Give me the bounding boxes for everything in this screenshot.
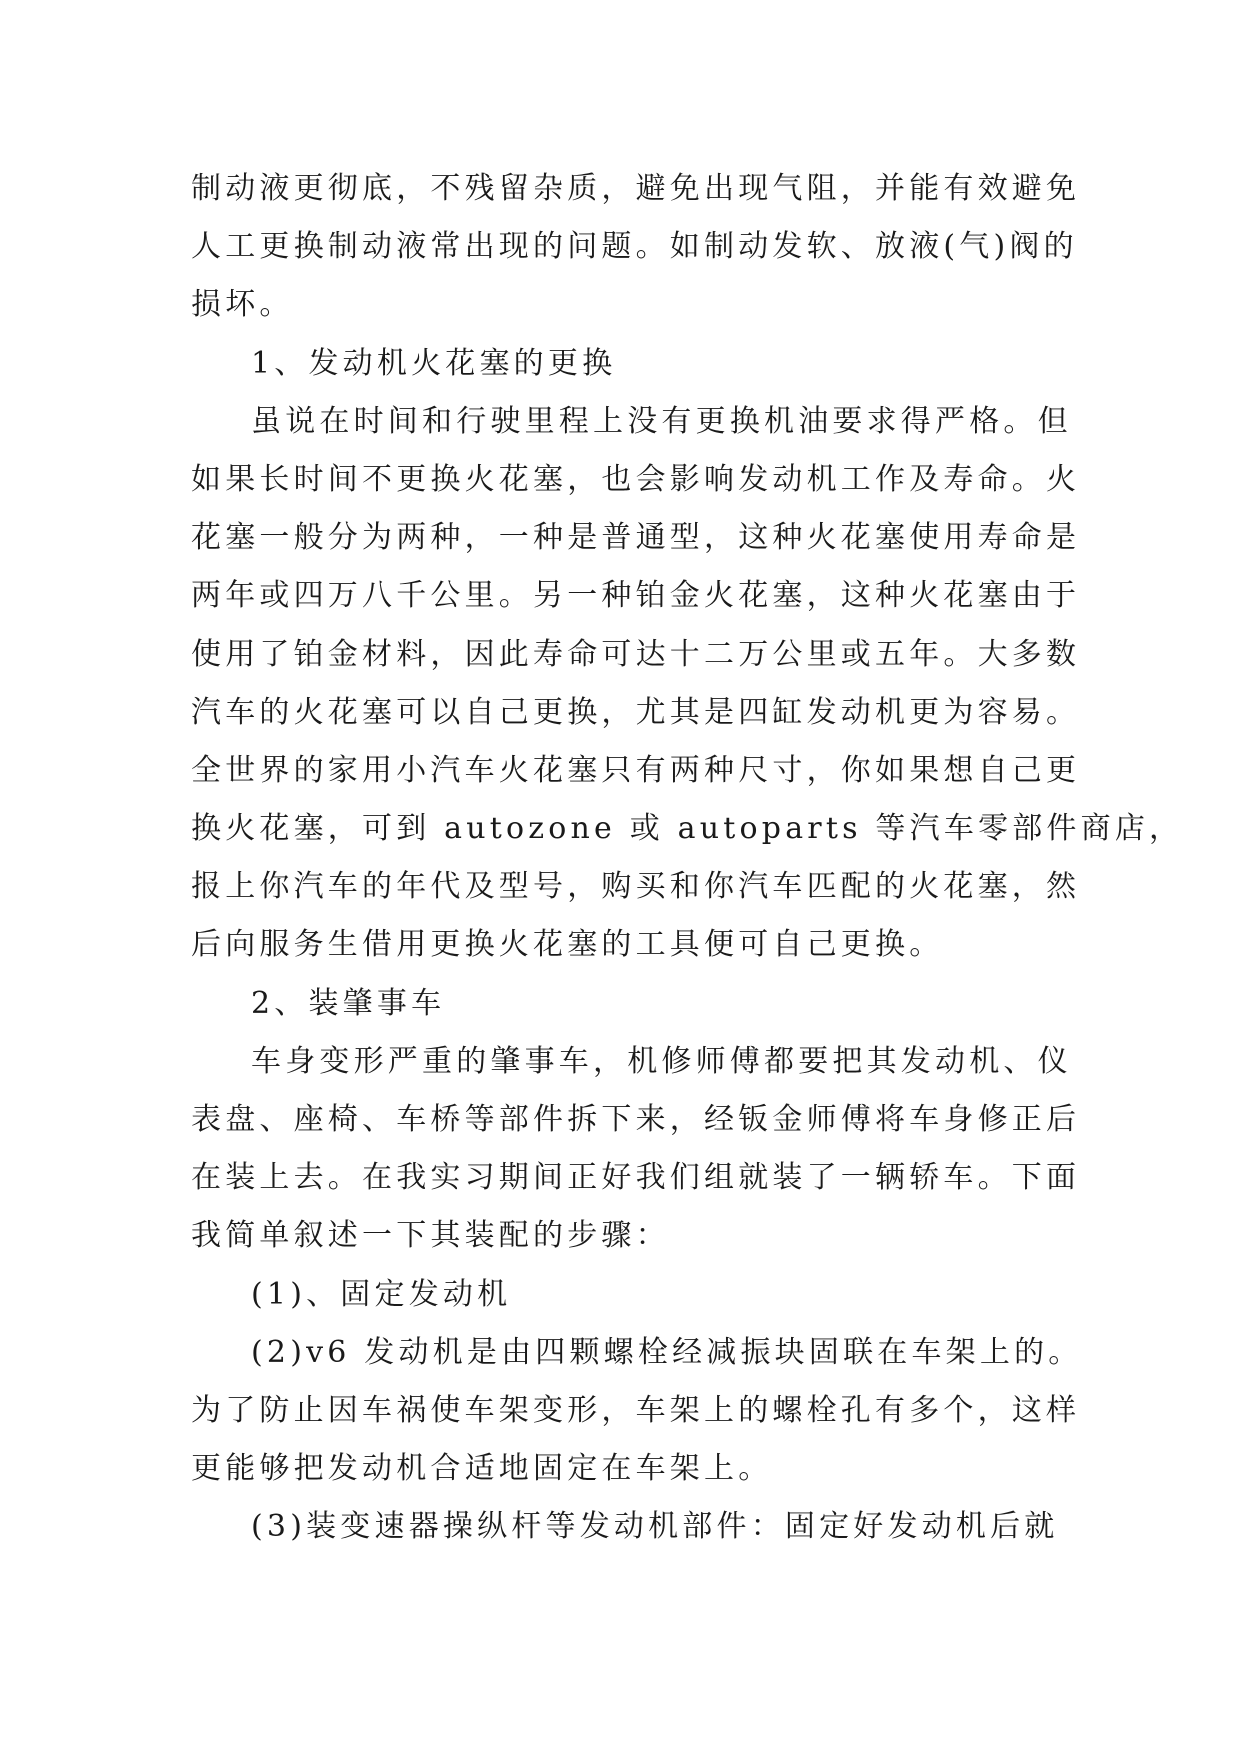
paragraph-line: 更能够把发动机合适地固定在车架上。 <box>191 1451 773 1487</box>
paragraph-line: 换火花塞，可到 autozone 或 autoparts 等汽车零部件商店， <box>191 811 1184 847</box>
paragraph-line: 后向服务生借用更换火花塞的工具便可自己更换。 <box>191 927 944 963</box>
paragraph-line: 汽车的火花塞可以自己更换，尤其是四缸发动机更为容易。 <box>191 694 1081 730</box>
document-body <box>191 160 1184 1557</box>
paragraph-line: 人工更换制动液常出现的问题。如制动发软、放液(气)阀的 <box>191 229 1078 265</box>
paragraph-line: 车身变形严重的肇事车，机修师傅都要把其发动机、仪 <box>251 1043 1072 1079</box>
paragraph-line: 全世界的家用小汽车火花塞只有两种尺寸，你如果想自己更 <box>191 752 1081 788</box>
paragraph-line: 如果长时间不更换火花塞，也会影响发动机工作及寿命。火 <box>191 461 1081 497</box>
paragraph-line: 花塞一般分为两种，一种是普通型，这种火花塞使用寿命是 <box>191 520 1081 556</box>
paragraph-line: 在装上去。在我实习期间正好我们组就装了一辆轿车。下面 <box>191 1160 1081 1196</box>
paragraph-line: 制动液更彻底，不残留杂质，避免出现气阻，并能有效避免 <box>191 171 1081 206</box>
step-item: (1)、固定发动机 <box>251 1276 512 1312</box>
paragraph-line: 报上你汽车的年代及型号，购买和你汽车匹配的火花塞，然 <box>191 869 1081 905</box>
paragraph-line: 表盘、座椅、车桥等部件拆下来，经钣金师傅将车身修正后 <box>191 1102 1081 1137</box>
section-heading-accident-car: 2、装肇事车 <box>251 985 446 1021</box>
step-item: (2)v6 发动机是由四颗螺栓经减振块固联在车架上的。 <box>251 1334 1083 1370</box>
paragraph-line: 两年或四万八千公里。另一种铂金火花塞，这种火花塞由于 <box>191 578 1081 614</box>
step-item: (3)装变速器操纵杆等发动机部件：固定好发动机后就 <box>251 1509 1059 1545</box>
paragraph-line: 虽说在时间和行驶里程上没有更换机油要求得严格。但 <box>251 403 1072 439</box>
paragraph-line: 使用了铂金材料，因此寿命可达十二万公里或五年。大多数 <box>191 636 1081 672</box>
paragraph-line: 为了防止因车祸使车架变形，车架上的螺栓孔有多个，这样 <box>191 1392 1081 1428</box>
paragraph-line: 我简单叙述一下其装配的步骤： <box>191 1218 670 1254</box>
paragraph-line: 损坏。 <box>191 287 294 323</box>
section-heading-spark-plug: 1、发动机火花塞的更换 <box>251 345 617 381</box>
